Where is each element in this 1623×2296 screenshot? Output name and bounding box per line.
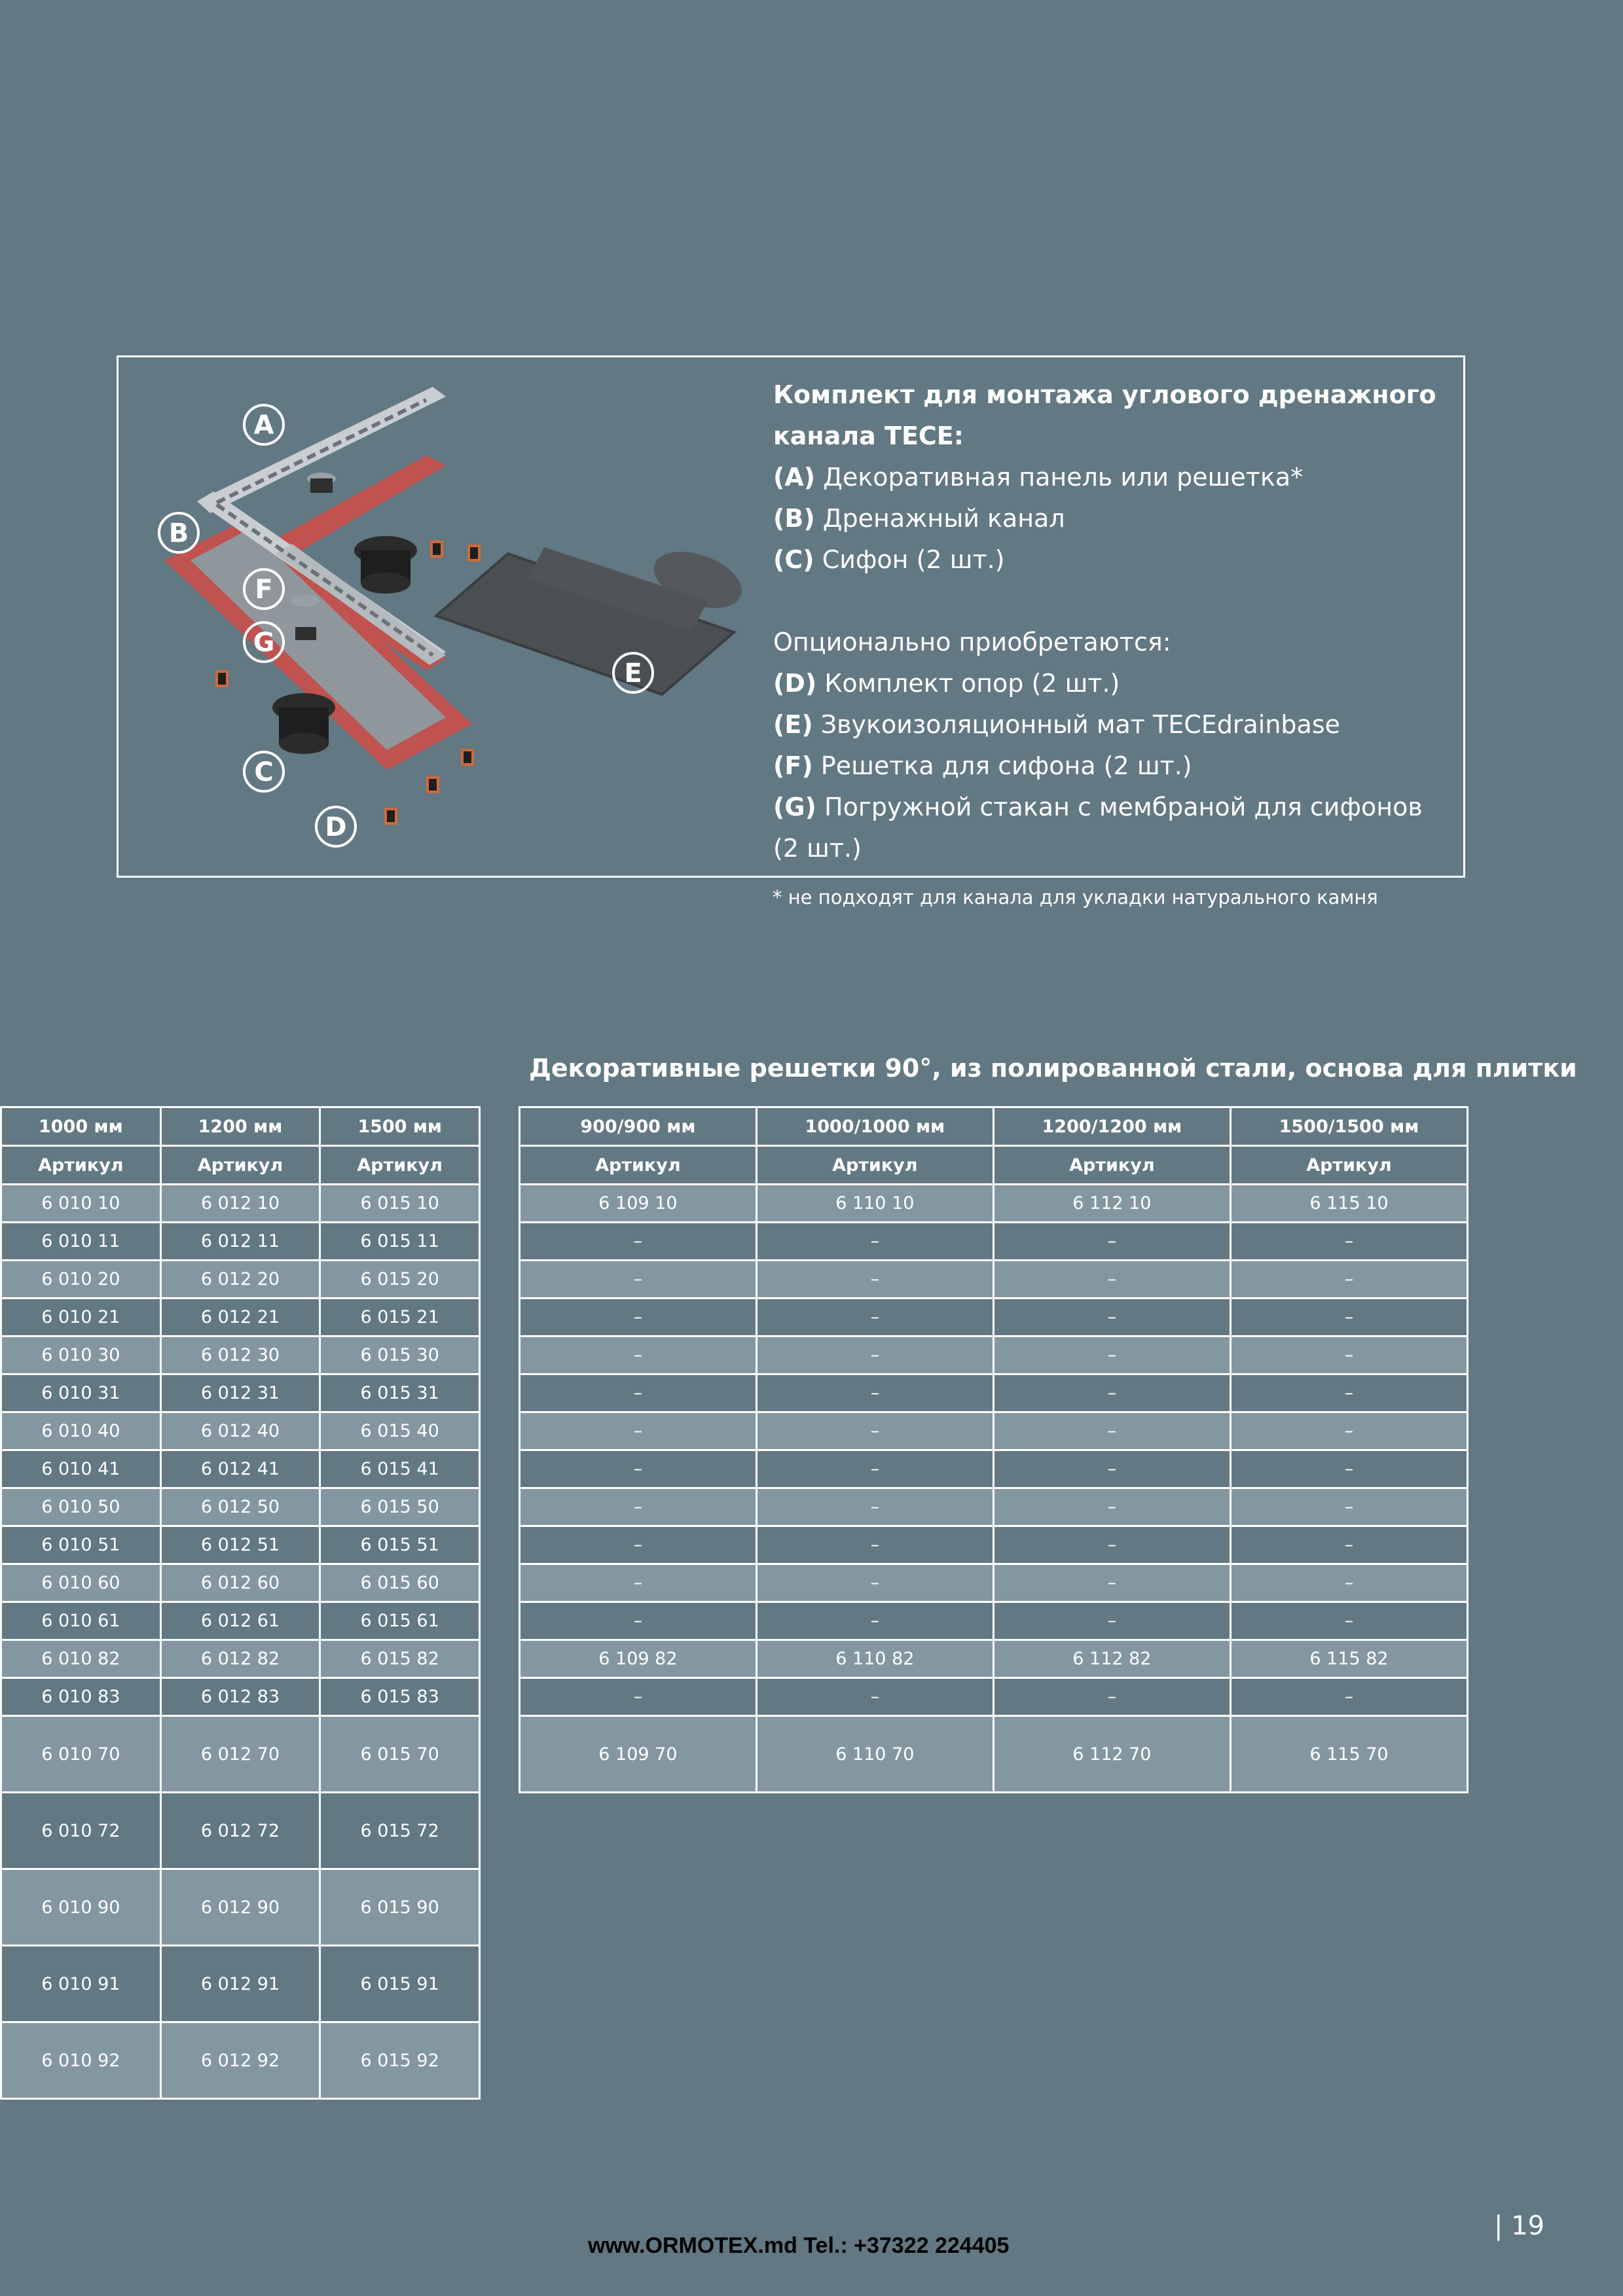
table-cell: –	[993, 1450, 1230, 1488]
table-cell: 6 012 21	[160, 1299, 320, 1336]
table-row	[520, 1223, 1468, 1261]
table-cell: 6 015 41	[320, 1450, 480, 1488]
table-cell: 6 012 20	[160, 1261, 320, 1299]
table-row	[1, 1374, 480, 1412]
table-cell: 6 015 72	[320, 1793, 480, 1869]
table-cell: 6 015 83	[320, 1678, 480, 1716]
callout-f: F	[255, 575, 273, 605]
kit-item-a: (A) Декоративная панель или решетка*	[773, 463, 1304, 492]
table-cell: 6 010 10	[1, 1185, 161, 1223]
kit-item-g: (G) Погружной стакан с мембраной для сифонов (2 шт.)	[773, 793, 1423, 863]
table-cell: –	[756, 1336, 993, 1374]
table-cell: 6 010 70	[1, 1716, 161, 1793]
table-row	[1, 1488, 480, 1526]
table-cell: 6 110 10	[756, 1185, 993, 1223]
callout-b: B	[168, 518, 189, 548]
table-cell: 1200/1200 мм	[993, 1107, 1230, 1146]
table-row	[1, 1223, 480, 1261]
table-cell: 6 010 51	[1, 1526, 161, 1564]
table-cell: –	[520, 1299, 757, 1336]
table-cell: 6 110 82	[756, 1640, 993, 1678]
table-row	[1, 1678, 480, 1716]
table-cell: –	[520, 1261, 757, 1299]
table-cell: 6 012 50	[160, 1488, 320, 1526]
table-cell: 6 109 82	[520, 1640, 757, 1678]
table-row	[1, 2022, 480, 2099]
table-subheader-row	[1, 1146, 480, 1185]
table-cell: –	[1230, 1678, 1467, 1716]
table-row	[1, 1412, 480, 1450]
table-cell: –	[756, 1526, 993, 1564]
table-row	[520, 1450, 1468, 1488]
table-cell: Артикул	[756, 1146, 993, 1185]
table-cell: –	[520, 1450, 757, 1488]
table-cell: 6 012 51	[160, 1526, 320, 1564]
table-cell: 1000/1000 мм	[756, 1107, 993, 1146]
table-cell: 6 115 10	[1230, 1185, 1467, 1223]
table-row	[520, 1526, 1468, 1564]
table-cell: –	[520, 1602, 757, 1640]
callout-c: C	[254, 757, 274, 787]
kit-description	[773, 374, 1454, 869]
table-cell: 6 015 11	[320, 1223, 480, 1261]
table-row	[1, 1299, 480, 1336]
table-row	[1, 1793, 480, 1869]
table-cell: 6 010 50	[1, 1488, 161, 1526]
table-cell: –	[1230, 1412, 1467, 1450]
table-cell: 6 115 82	[1230, 1640, 1467, 1678]
table-cell: 6 015 10	[320, 1185, 480, 1223]
table-row	[1, 1602, 480, 1640]
table-cell: –	[756, 1564, 993, 1602]
table-cell: –	[520, 1336, 757, 1374]
table-cell: 6 115 70	[1230, 1716, 1467, 1793]
kit-panel	[117, 355, 1465, 878]
table-cell: 6 010 91	[1, 1946, 161, 2022]
corner-drain-kit-illustration	[119, 357, 773, 880]
callout-g: G	[253, 628, 275, 658]
table-cell: –	[520, 1412, 757, 1450]
table-cell: –	[1230, 1488, 1467, 1526]
table-cell: Артикул	[160, 1146, 320, 1185]
table-row	[1, 1564, 480, 1602]
table-cell: 1000 мм	[1, 1107, 161, 1146]
table-cell: 6 015 30	[320, 1336, 480, 1374]
table-cell: 6 012 72	[160, 1793, 320, 1869]
table-cell: 6 015 61	[320, 1602, 480, 1640]
table-row	[520, 1640, 1468, 1678]
table-cell: –	[1230, 1223, 1467, 1261]
kit-item-d: (D) Комплект опор (2 шт.)	[773, 669, 1120, 698]
table-row	[1, 1450, 480, 1488]
table-cell: 1500/1500 мм	[1230, 1107, 1467, 1146]
table-cell: –	[1230, 1336, 1467, 1374]
contact-footer: www.ORMOTEX.md Tel.: +37322 224405	[588, 2233, 1010, 2258]
table-cell: 6 015 92	[320, 2022, 480, 2099]
table-cell: 6 012 82	[160, 1640, 320, 1678]
table-cell: 6 012 30	[160, 1336, 320, 1374]
table-cell: 6 010 21	[1, 1299, 161, 1336]
table-cell: Артикул	[520, 1146, 757, 1185]
table-cell: –	[993, 1336, 1230, 1374]
callout-d: D	[325, 812, 347, 842]
table-cell: 6 012 83	[160, 1678, 320, 1716]
table-cell: 6 015 31	[320, 1374, 480, 1412]
table-cell: 6 010 30	[1, 1336, 161, 1374]
table-cell: –	[993, 1678, 1230, 1716]
table-cell: –	[756, 1299, 993, 1336]
table-row	[520, 1374, 1468, 1412]
table-row	[520, 1564, 1468, 1602]
table-cell: 6 109 70	[520, 1716, 757, 1793]
table-cell: 6 112 10	[993, 1185, 1230, 1223]
table-cell: Артикул	[1, 1146, 161, 1185]
table-cell: 6 012 92	[160, 2022, 320, 2099]
footnote: * не подходят для канала для укладки натурального камня	[773, 886, 1378, 908]
table-cell: 6 012 91	[160, 1946, 320, 2022]
table-cell: 6 012 31	[160, 1374, 320, 1412]
table-cell: 6 012 11	[160, 1223, 320, 1261]
table-cell: 6 010 90	[1, 1869, 161, 1946]
table-cell: –	[993, 1602, 1230, 1640]
table-cell: 6 015 90	[320, 1869, 480, 1946]
table-row	[1, 1526, 480, 1564]
table-cell: –	[1230, 1261, 1467, 1299]
table-cell: –	[520, 1488, 757, 1526]
table-row	[1, 1869, 480, 1946]
table-row	[520, 1185, 1468, 1223]
table-row	[1, 1336, 480, 1374]
table-row	[520, 1412, 1468, 1450]
kit-title: Комплект для монтажа углового дренажного канала TECE:	[773, 380, 1436, 450]
table-subheader-row	[520, 1146, 1468, 1185]
kit-item-b: (B) Дренажный канал	[773, 504, 1065, 533]
table-cell: 6 012 61	[160, 1602, 320, 1640]
table-header-row	[1, 1107, 480, 1146]
table-cell: –	[520, 1564, 757, 1602]
table-row	[1, 1640, 480, 1678]
table-cell: –	[993, 1488, 1230, 1526]
table-cell: 6 112 82	[993, 1640, 1230, 1678]
table-cell: 6 010 41	[1, 1450, 161, 1488]
table-row	[1, 1946, 480, 2022]
kit-item-e: (E) Звукоизоляционный мат TECEdrainbase	[773, 710, 1341, 739]
table-cell: –	[756, 1261, 993, 1299]
table-header-row	[520, 1107, 1468, 1146]
table-cell: –	[993, 1261, 1230, 1299]
table-cell: –	[756, 1488, 993, 1526]
table-cell: –	[520, 1223, 757, 1261]
table-row	[520, 1261, 1468, 1299]
table-cell: 1200 мм	[160, 1107, 320, 1146]
table-cell: 6 012 40	[160, 1412, 320, 1450]
table-cell: –	[756, 1450, 993, 1488]
table-cell: –	[993, 1374, 1230, 1412]
table-cell: –	[993, 1223, 1230, 1261]
table-cell: –	[756, 1412, 993, 1450]
table-cell: 6 012 70	[160, 1716, 320, 1793]
table-cell: –	[1230, 1299, 1467, 1336]
table-cell: 6 110 70	[756, 1716, 993, 1793]
table-row	[520, 1678, 1468, 1716]
table-cell: –	[993, 1299, 1230, 1336]
table-cell: 6 015 60	[320, 1564, 480, 1602]
table-cell: –	[520, 1526, 757, 1564]
table-cell: 6 010 60	[1, 1564, 161, 1602]
table-cell: Артикул	[993, 1146, 1230, 1185]
table-cell: –	[1230, 1526, 1467, 1564]
table-cell: 6 015 20	[320, 1261, 480, 1299]
grates-section-title: Декоративные решетки 90°, из полированной стали, основа для плитки	[529, 1054, 1577, 1083]
table-cell: 6 112 70	[993, 1716, 1230, 1793]
table-cell: Артикул	[320, 1146, 480, 1185]
table-cell: –	[756, 1602, 993, 1640]
insulation-mat-illustration	[436, 541, 750, 694]
table-row	[1, 1716, 480, 1793]
table-cell: 6 010 72	[1, 1793, 161, 1869]
table-cell: 6 010 82	[1, 1640, 161, 1678]
table-row	[520, 1488, 1468, 1526]
page-number: | 19	[1494, 2211, 1545, 2241]
table-cell: –	[1230, 1450, 1467, 1488]
table-cell: 6 015 51	[320, 1526, 480, 1564]
table-cell: 6 012 90	[160, 1869, 320, 1946]
table-cell: 6 010 92	[1, 2022, 161, 2099]
table-cell: 6 012 10	[160, 1185, 320, 1223]
table-cell: 6 012 41	[160, 1450, 320, 1488]
table-cell: 6 010 83	[1, 1678, 161, 1716]
table-cell: –	[1230, 1564, 1467, 1602]
table-row	[520, 1299, 1468, 1336]
table-cell: 6 012 60	[160, 1564, 320, 1602]
table-cell: 6 010 31	[1, 1374, 161, 1412]
table-cell: 6 010 11	[1, 1223, 161, 1261]
callout-e: E	[624, 658, 642, 689]
table-cell: 6 010 20	[1, 1261, 161, 1299]
table-cell: –	[756, 1223, 993, 1261]
table-cell: –	[756, 1374, 993, 1412]
table-cell: Артикул	[1230, 1146, 1467, 1185]
channel-article-table	[0, 1106, 481, 2100]
table-cell: –	[520, 1374, 757, 1412]
table-cell: 6 015 82	[320, 1640, 480, 1678]
optional-heading: Опционально приобретаются:	[773, 628, 1171, 656]
table-row	[520, 1716, 1468, 1793]
table-row	[520, 1336, 1468, 1374]
table-cell: –	[1230, 1602, 1467, 1640]
table-cell: 6 015 91	[320, 1946, 480, 2022]
table-cell: –	[993, 1412, 1230, 1450]
table-cell: 6 015 40	[320, 1412, 480, 1450]
table-cell: 900/900 мм	[520, 1107, 757, 1146]
table-cell: 6 015 70	[320, 1716, 480, 1793]
kit-item-f: (F) Решетка для сифона (2 шт.)	[773, 751, 1192, 780]
table-cell: 1500 мм	[320, 1107, 480, 1146]
table-cell: –	[993, 1564, 1230, 1602]
table-cell: –	[756, 1678, 993, 1716]
table-cell: –	[1230, 1374, 1467, 1412]
table-cell: –	[993, 1526, 1230, 1564]
callout-a: A	[253, 410, 274, 440]
table-cell: 6 015 50	[320, 1488, 480, 1526]
table-row	[1, 1261, 480, 1299]
table-row	[520, 1602, 1468, 1640]
table-cell: 6 010 61	[1, 1602, 161, 1640]
table-row	[1, 1185, 480, 1223]
table-cell: 6 015 21	[320, 1299, 480, 1336]
table-cell: 6 010 40	[1, 1412, 161, 1450]
table-cell: –	[520, 1678, 757, 1716]
grate-article-table	[519, 1106, 1468, 1793]
kit-item-c: (C) Сифон (2 шт.)	[773, 545, 1005, 574]
table-cell: 6 109 10	[520, 1185, 757, 1223]
